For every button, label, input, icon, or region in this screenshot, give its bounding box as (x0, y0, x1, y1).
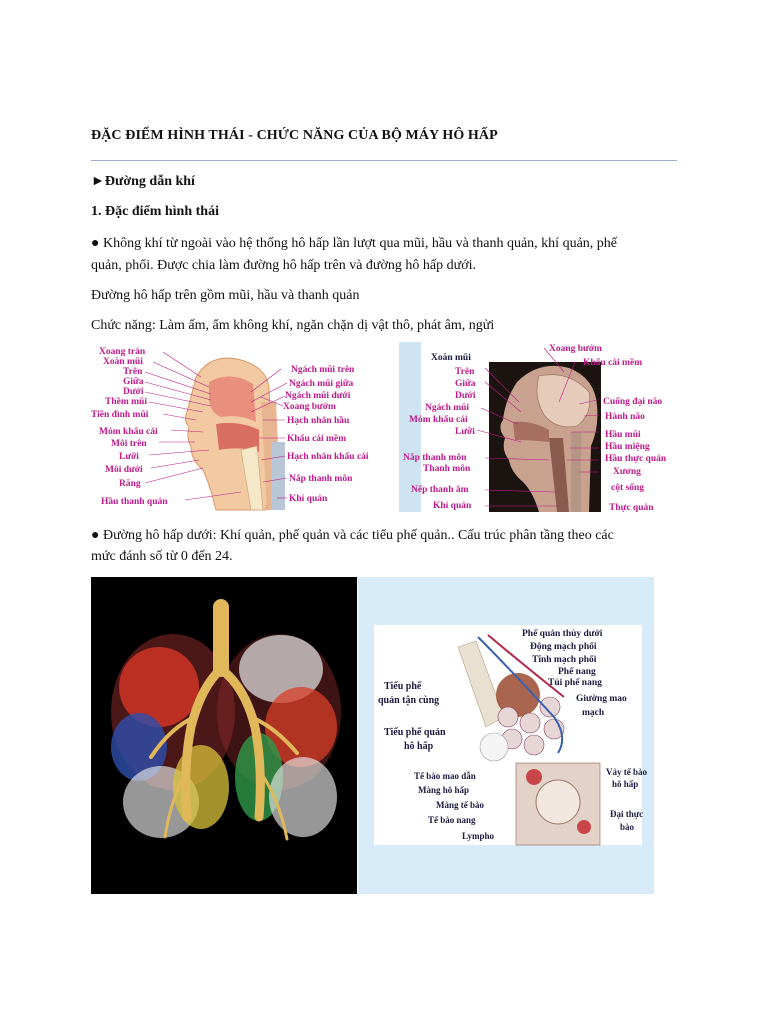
label: Giường mao (576, 694, 627, 704)
label: Hầu thanh quản (101, 497, 168, 507)
label: Trên (455, 367, 475, 377)
label: Xương (613, 467, 641, 477)
label: Ngách mũi (425, 403, 470, 413)
bronchial-tree-photo (91, 577, 357, 894)
label: Ngách mũi trên (291, 365, 355, 375)
nasal-right-labels (283, 365, 369, 504)
paragraph-line: Chức năng: Làm ấm, ẩm không khí, ngăn chặn dị vật thô, phát âm, ngửi (91, 318, 495, 333)
paragraph-line: Đường hô hấp trên gồm mũi, hầu và thanh quản (91, 288, 360, 303)
label: Xoang bướm (549, 344, 602, 354)
label: Màng hô hấp (418, 785, 470, 795)
label: Răng (119, 479, 141, 489)
label: Nắp thanh môn (289, 474, 353, 484)
head-section-photo (399, 342, 680, 512)
label: Túi phế nang (548, 678, 602, 688)
label: Tiểu phế quản (384, 727, 446, 738)
label: Hạch nhân hầu (287, 416, 350, 426)
label: Lympho (462, 831, 495, 841)
label: Thềm mũi (105, 397, 147, 407)
nasal-cavity-diagram (91, 342, 389, 512)
label: Động mạch phổi (530, 642, 597, 652)
label: Nắp thanh môn (403, 453, 467, 463)
page-title: ĐẶC ĐIỂM HÌNH THÁI - CHỨC NĂNG CỦA BỘ MÁY HÔ HẤP (91, 128, 498, 143)
label: Tế bào nang (428, 815, 476, 825)
label: Lưỡi (119, 452, 139, 462)
label: Vảy tế bào (606, 767, 647, 777)
head-left-labels (431, 353, 471, 363)
label: Thực quản (609, 503, 654, 512)
label: Tiểu phế (384, 681, 422, 692)
label: Phế nang (558, 667, 596, 677)
label: Môi trên (111, 439, 147, 449)
label: Lưỡi (455, 427, 475, 437)
label: Phế quản thùy dưới (522, 629, 603, 639)
label: Cuống đại não (603, 397, 663, 407)
label: Giữa (123, 377, 144, 387)
label: quản tận cùng (378, 695, 440, 706)
label: Mỏm khẩu cái (409, 415, 468, 425)
label: Hầu miệng (605, 442, 650, 452)
head-section-illustration (399, 342, 680, 512)
title-divider (91, 160, 677, 161)
nasal-cavity-illustration (91, 342, 389, 512)
label: Khẩu cái mềm (287, 434, 347, 444)
alveoli-diagram (358, 577, 654, 894)
label: mạch (582, 708, 605, 718)
label: Tế bào mao dẫn (414, 771, 476, 781)
label: cột sống (611, 483, 644, 493)
label: Hầu mũi (605, 430, 641, 440)
nasal-left-labels (91, 347, 168, 507)
label: Khẩu cái mềm (583, 358, 643, 368)
label: Giữa (455, 379, 476, 389)
label: bào (620, 822, 635, 832)
label: hô hấp (404, 741, 434, 752)
alveoli-illustration (358, 577, 654, 894)
paragraph-line: quản, phổi. Được chia làm đường hô hấp trên và đường hô hấp dưới. (91, 258, 476, 273)
label: Hầu thực quản (605, 454, 667, 464)
label: Xoang trán (99, 347, 146, 357)
label: Môi dưới (105, 465, 143, 475)
label: Xoăn mũi (431, 353, 471, 363)
paragraph-line: mức đánh số từ 0 đến 24. (91, 549, 233, 564)
paragraph-line: ● Không khí từ ngoài vào hệ thống hô hấp lần lượt qua mũi, hầu và thanh quản, khí quản, phế (91, 236, 617, 251)
section-heading: ►Đường dẫn khí (91, 174, 195, 189)
label: Mỏm khẩu cái (99, 427, 158, 437)
label: Khí quản (433, 501, 472, 511)
label: Nếp thanh âm (411, 485, 469, 495)
label: Ngách mũi dưới (285, 391, 351, 401)
subheading: 1. Đặc điểm hình thái (91, 204, 219, 219)
label: Xoăn mũi (103, 357, 143, 367)
label: Xoang bướm (283, 402, 336, 412)
label: Hành não (605, 412, 645, 422)
label: Hạch nhân khẩu cái (287, 452, 369, 462)
bronchial-tree-illustration (91, 577, 357, 894)
label: hô hấp (612, 779, 639, 789)
label: Ngách mũi giữa (289, 379, 354, 389)
label: Dưới (123, 387, 144, 397)
label: Tiền đình mũi (91, 410, 149, 420)
label: Trên (123, 367, 143, 377)
label: Dưới (455, 391, 476, 401)
label: Tĩnh mạch phổi (532, 655, 597, 665)
label: Khí quản (289, 494, 328, 504)
paragraph-line: ● Đường hô hấp dưới: Khí quản, phế quản và các tiểu phế quản.. Cấu trúc phân tầng theo các (91, 528, 614, 543)
label: Đại thực (610, 809, 644, 819)
label: Thanh môn (423, 464, 471, 474)
label: Màng tế bào (436, 800, 484, 810)
